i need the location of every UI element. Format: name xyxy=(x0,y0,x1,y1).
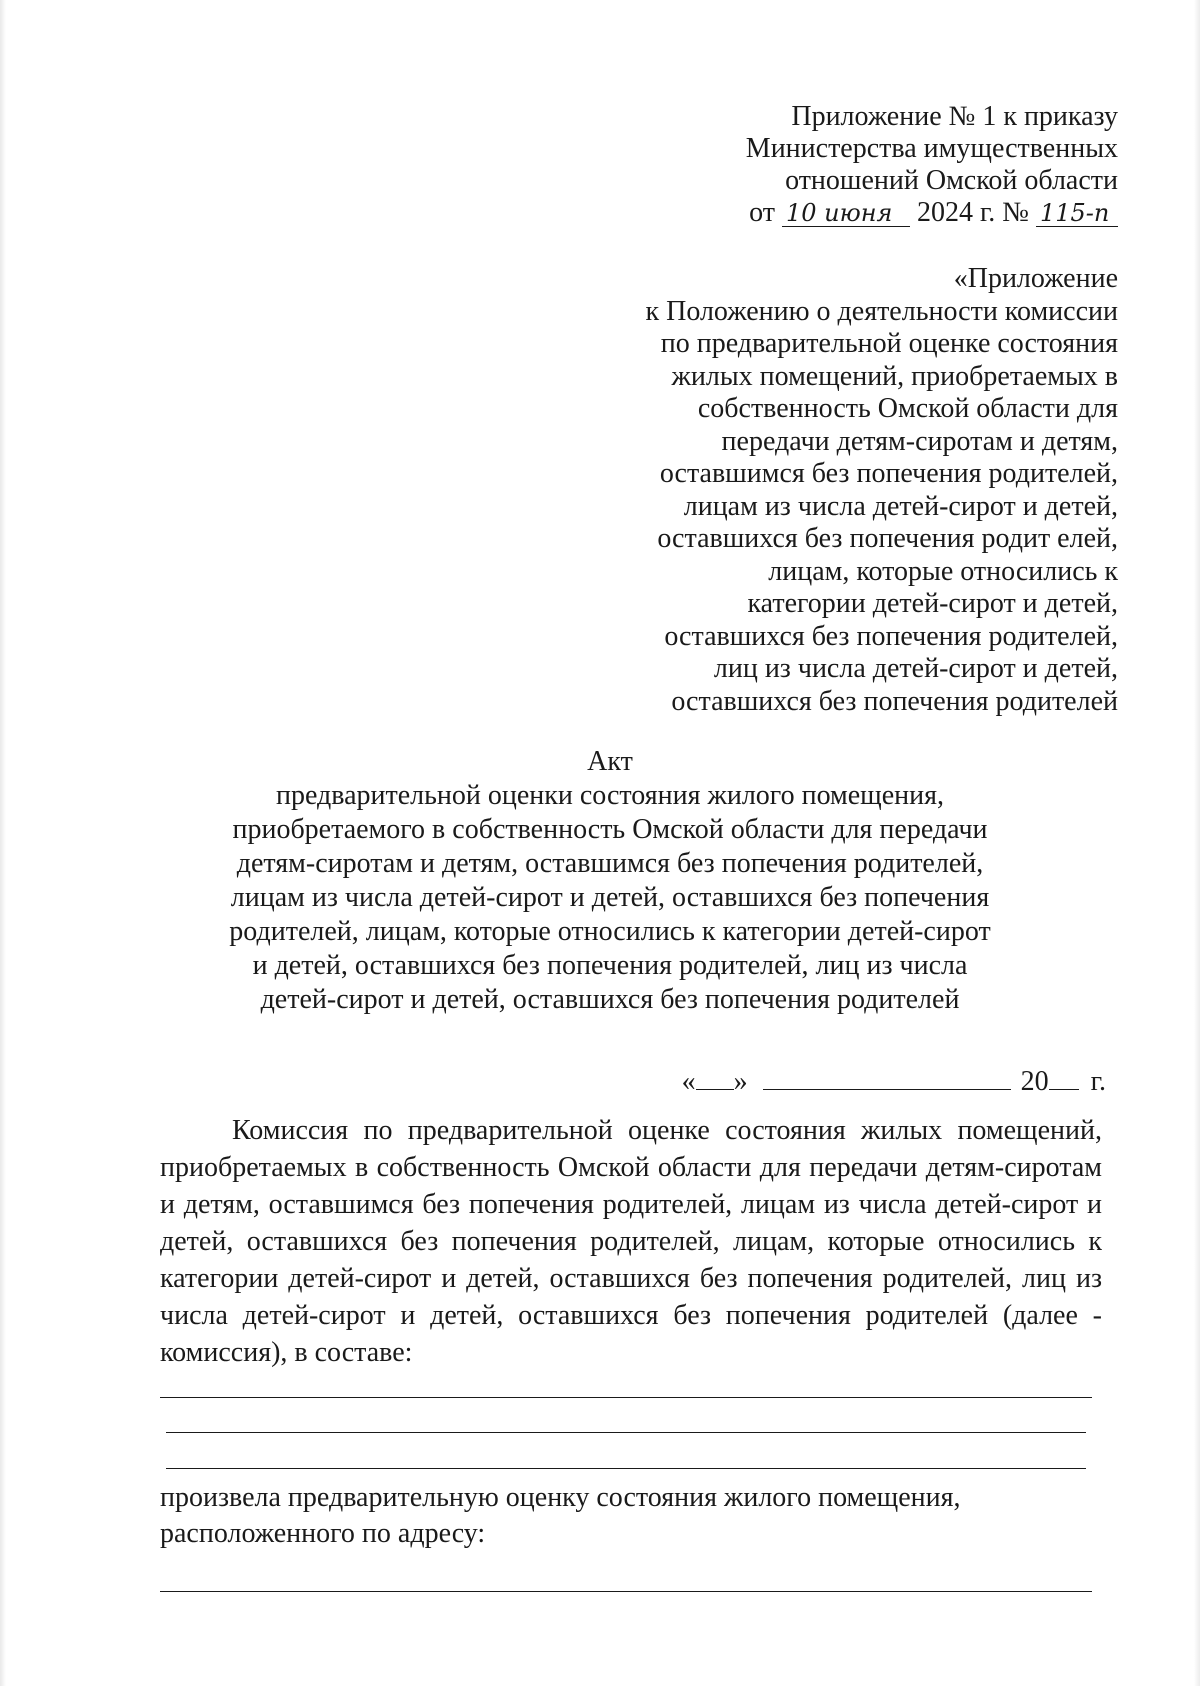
scan-edge-right xyxy=(1194,0,1200,1686)
order-reference-line: Приложение № 1 к приказу xyxy=(791,101,1118,132)
commission-line: Комиссия по предварительной оценке состояния жилых помещений, xyxy=(232,1115,1102,1146)
appendix-line: лицам из числа детей-сирот и детей, xyxy=(683,490,1118,522)
act-subtitle-line: и детей, оставшихся без попечения родителей, лиц из числа xyxy=(252,950,968,981)
day-blank[interactable] xyxy=(696,1063,734,1090)
order-date-line xyxy=(746,197,1118,229)
appendix-reference-block xyxy=(646,263,1119,718)
act-subtitle-line: детей-сирот и детей, оставшихся без попечения родителей xyxy=(260,984,960,1015)
commission-line: категории детей-сирот и детей, оставшихся без попечения родителей, лиц из xyxy=(160,1263,1102,1294)
appendix-line: к Положению о деятельности комиссии xyxy=(645,295,1118,327)
appendix-line: передачи детям-сиротам и детям, xyxy=(721,425,1118,457)
day-close-quote: » xyxy=(733,1066,748,1097)
act-subtitle-line: приобретаемого в собственность Омской области для передачи xyxy=(232,814,988,845)
month-blank[interactable] xyxy=(763,1063,1011,1090)
year-prefix: 20 xyxy=(1020,1066,1049,1097)
address-line: расположенного по адресу: xyxy=(160,1518,486,1549)
date-prefix: от xyxy=(749,197,775,228)
order-reference-block xyxy=(746,101,1118,229)
appendix-line: лиц из числа детей-сирот и детей, xyxy=(713,653,1118,684)
member-fill-line[interactable] xyxy=(160,1397,1092,1398)
appendix-line: оставшимся без попечения родителей, xyxy=(659,458,1118,489)
member-fill-line[interactable] xyxy=(166,1432,1086,1433)
address-fill-line[interactable] xyxy=(160,1591,1092,1592)
year-blank[interactable] xyxy=(1049,1063,1079,1090)
act-subtitle-line: лицам из числа детей-сирот и детей, оставшихся без попечения xyxy=(230,882,990,913)
date-year: 2024 г. № xyxy=(916,197,1029,228)
member-fill-line[interactable] xyxy=(166,1468,1086,1469)
commission-paragraph xyxy=(160,1112,1102,1371)
act-subtitle-line: детям-сиротам и детям, оставшимся без попечения родителей, xyxy=(236,848,984,879)
appendix-line: «Приложение xyxy=(953,263,1118,294)
day-open-quote: « xyxy=(681,1066,696,1097)
act-date-line xyxy=(682,1063,1106,1098)
address-paragraph xyxy=(160,1480,961,1552)
handwritten-order-number: 115-п xyxy=(1036,200,1118,227)
order-reference-line: отношений Омской области xyxy=(785,165,1118,196)
act-title-block xyxy=(200,745,1020,1017)
handwritten-date: 10 июня xyxy=(782,200,910,227)
appendix-line: лицам, которые относились к xyxy=(768,555,1118,587)
act-subtitle-line: родителей, лицам, которые относились к категории детей-сирот xyxy=(229,916,991,947)
commission-line: числа детей-сирот и детей, оставшихся без попечения родителей (далее - xyxy=(160,1300,1102,1331)
commission-line: комиссия), в составе: xyxy=(160,1337,413,1368)
appendix-line: жилых помещений, приобретаемых в xyxy=(671,360,1118,392)
appendix-line: собственность Омской области для xyxy=(697,393,1118,424)
order-reference-line: Министерства имущественных xyxy=(745,133,1118,164)
appendix-line: категории детей-сирот и детей, xyxy=(747,588,1118,619)
appendix-line: оставшихся без попечения родителей xyxy=(671,685,1118,717)
appendix-line: по предварительной оценке состояния xyxy=(660,328,1118,359)
year-suffix: г. xyxy=(1090,1066,1106,1097)
scan-edge-left xyxy=(0,0,6,1686)
appendix-line: оставшихся без попечения родителей, xyxy=(664,620,1118,652)
commission-line: детей, оставшихся без попечения родителей, лицам, которые относились к xyxy=(160,1226,1102,1257)
address-line: произвела предварительную оценку состояния жилого помещения, xyxy=(160,1482,961,1513)
appendix-line: оставшихся без попечения родит елей, xyxy=(657,523,1118,554)
commission-line: приобретаемых в собственность Омской области для передачи детям-сиротам xyxy=(160,1152,1102,1183)
commission-line: и детям, оставшимся без попечения родителей, лицам из числа детей-сирот и xyxy=(160,1189,1102,1220)
act-subtitle-line: предварительной оценки состояния жилого помещения, xyxy=(275,780,945,811)
act-title: Акт xyxy=(587,746,633,777)
